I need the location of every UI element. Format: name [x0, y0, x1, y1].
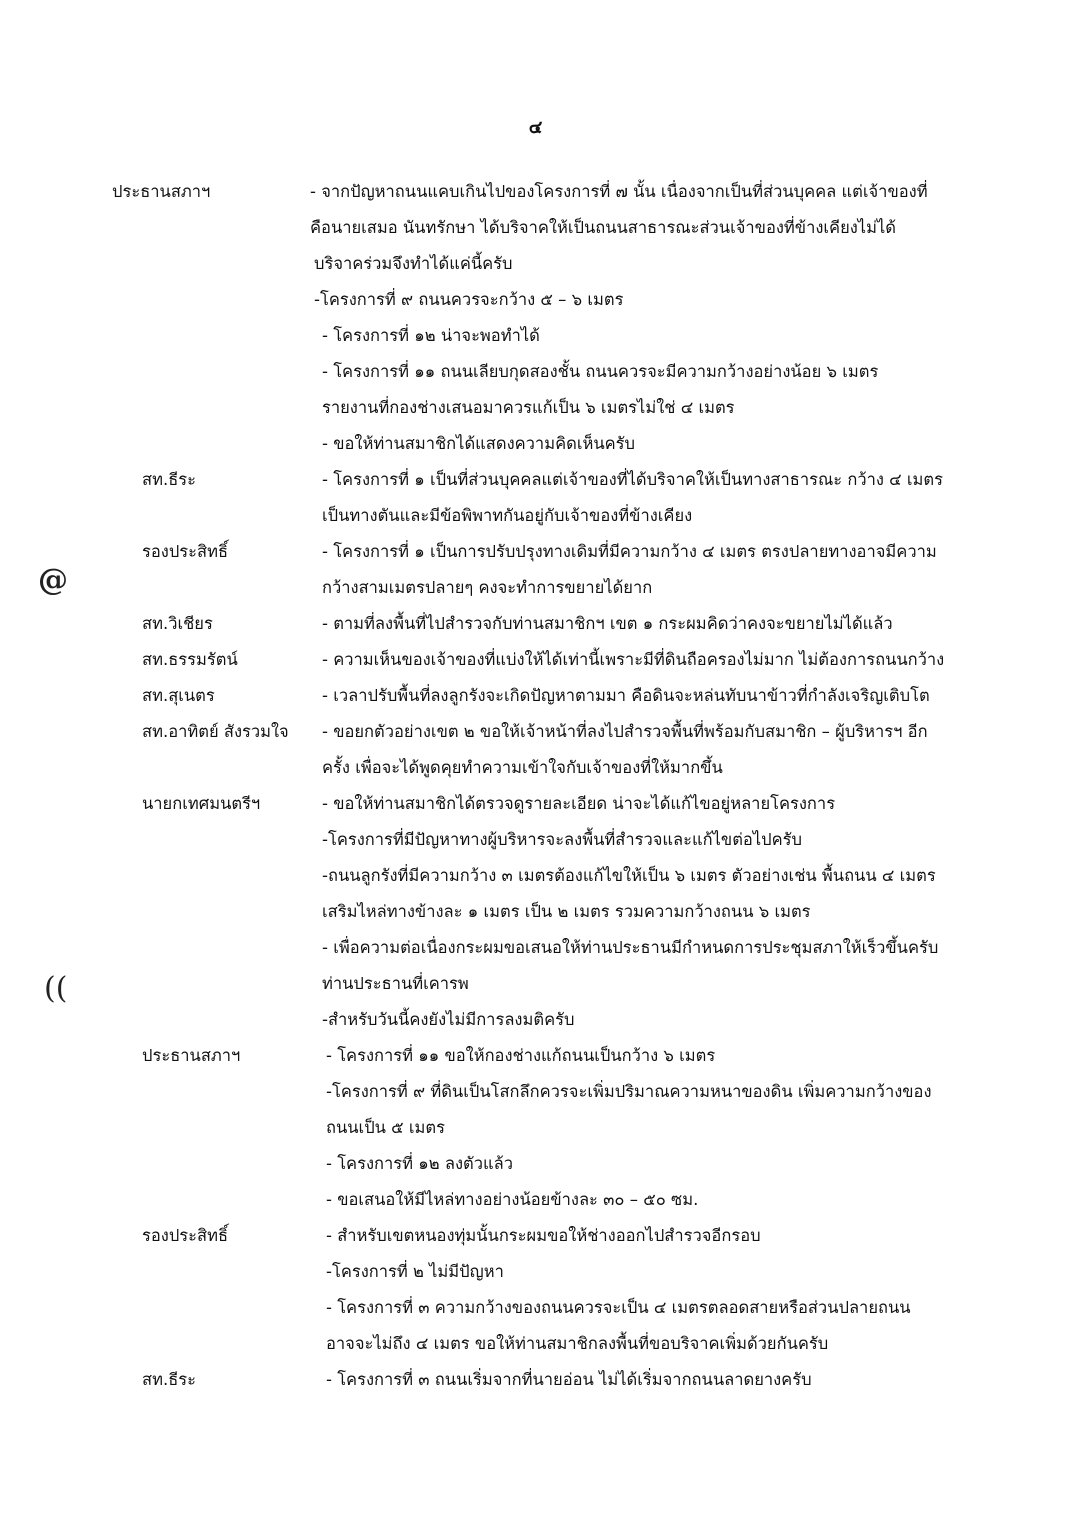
speech-line: -โครงการที่ ๒ ไม่มีปัญหา [326, 1262, 504, 1281]
speaker-name: ประธานสภาฯ [142, 1046, 241, 1065]
speaker-name: สท.ธีระ [142, 1370, 196, 1389]
minutes-entry [0, 1038, 1071, 1218]
meeting-minutes-body [0, 174, 1071, 1398]
speaker-name: นายกเทศมนตรีฯ [142, 794, 261, 813]
speaker-name: สท.สุเนตร [142, 686, 215, 705]
margin-handwritten-mark: @ [38, 563, 68, 598]
speech-line: - ขอให้ท่านสมาชิกได้แสดงความคิดเห็นครับ [322, 434, 636, 453]
speaker-name: สท.อาทิตย์ สังรวมใจ [142, 722, 289, 741]
page-number: ๔ [528, 117, 543, 138]
speech-line: -ถนนลูกรังที่มีความกว้าง ๓ เมตรต้องแก้ไขให้เป็น ๖ เมตร ตัวอย่างเช่น พื้นถนน ๔ เมตร [322, 866, 936, 885]
speaker-name: สท.วิเชียร [142, 614, 213, 633]
speaker-name: รองประสิทธิ์ [142, 1226, 229, 1245]
speaker-name: สท.ธีระ [142, 470, 196, 489]
minutes-entry [0, 606, 1071, 642]
speech-line: -โครงการที่ ๙ ถนนควรจะกว้าง ๕ – ๖ เมตร [314, 290, 624, 309]
speech-line: - โครงการที่ ๑ เป็นที่ส่วนบุคคลแต่เจ้าของที่ได้บริจาคให้เป็นทางสาธารณะ กว้าง ๔ เมตร [322, 470, 944, 489]
speaker-name: สท.ธรรมรัตน์ [142, 650, 238, 669]
speaker-name: ประธานสภาฯ [112, 182, 211, 201]
speech-line: - โครงการที่ ๑๒ ลงตัวแล้ว [326, 1154, 514, 1173]
speech-line: -โครงการที่ ๙ ที่ดินเป็นโสกลึกควรจะเพิ่มปริมาณความหนาของดิน เพิ่มความกว้างของ [326, 1082, 932, 1101]
speech-line: -สำหรับวันนี้คงยังไม่มีการลงมติครับ [322, 1010, 575, 1029]
speech-line: - ขอเสนอให้มีไหล่ทางอย่างน้อยข้างละ ๓๐ – ๕๐ ซม. [326, 1190, 699, 1209]
minutes-entry [0, 678, 1071, 714]
speech-line: -โครงการที่มีปัญหาทางผู้บริหารจะลงพื้นที่สำรวจและแก้ไขต่อไปครับ [322, 830, 802, 849]
speech-line: - เวลาปรับพื้นที่ลงลูกรังจะเกิดปัญหาตามมา คือดินจะหล่นทับนาข้าวที่กำลังเจริญเติบโต [322, 686, 930, 705]
speech-line: เสริมไหล่ทางข้างละ ๑ เมตร เป็น ๒ เมตร รวมความกว้างถนน ๖ เมตร [322, 902, 811, 921]
speech-line: อาจจะไม่ถึง ๔ เมตร ขอให้ท่านสมาชิกลงพื้นที่ขอบริจาคเพิ่มด้วยกันครับ [326, 1334, 829, 1353]
minutes-entry [0, 1362, 1071, 1398]
speech-line: - ความเห็นของเจ้าของที่แบ่งให้ได้เท่านี้เพราะมีที่ดินถือครองไม่มาก ไม่ต้องการถนนกว้าง [322, 650, 945, 669]
speech-line: - โครงการที่ ๑ เป็นการปรับปรุงทางเดิมที่มีความกว้าง ๔ เมตร ตรงปลายทางอาจมีความ [322, 542, 937, 561]
minutes-entry [0, 642, 1071, 678]
speech-line: - สำหรับเขตหนองทุ่มนั้นกระผมขอให้ช่างออกไปสำรวจอีกรอบ [326, 1226, 761, 1245]
speech-line: เป็นทางตันและมีข้อพิพาทกันอยู่กับเจ้าของที่ข้างเคียง [322, 506, 693, 525]
speech-line: - โครงการที่ ๑๒ น่าจะพอทำได้ [322, 326, 540, 345]
minutes-entry [0, 534, 1071, 606]
speech-line: ครั้ง เพื่อจะได้พูดคุยทำความเข้าใจกับเจ้าของที่ให้มากขึ้น [322, 758, 723, 777]
margin-handwritten-mark: (( [44, 971, 68, 1006]
speech-line: - ขอยกตัวอย่างเขต ๒ ขอให้เจ้าหน้าที่ลงไปสำรวจพื้นที่พร้อมกับสมาชิก – ผู้บริหารฯ อีก [322, 722, 928, 741]
speech-line: บริจาคร่วมจึงทำได้แค่นี้ครับ [314, 254, 513, 273]
speech-line: - จากปัญหาถนนแคบเกินไปของโครงการที่ ๗ นั้น เนื่องจากเป็นที่ส่วนบุคคล แต่เจ้าของที่ [310, 182, 928, 201]
speech-line: ถนนเป็น ๕ เมตร [326, 1118, 446, 1137]
speech-line: - เพื่อความต่อเนื่องกระผมขอเสนอให้ท่านประธานมีกำหนดการประชุมสภาให้เร็วขึ้นครับ [322, 938, 939, 957]
speech-line: กว้างสามเมตรปลายๆ คงจะทำการขยายได้ยาก [322, 578, 653, 597]
minutes-entry [0, 1218, 1071, 1362]
speech-line: - โครงการที่ ๓ ถนนเริ่มจากที่นายอ่อน ไม่ได้เริ่มจากถนนลาดยางครับ [326, 1370, 812, 1389]
speech-line: - ตามที่ลงพื้นที่ไปสำรวจกับท่านสมาชิกฯ เขต ๑ กระผมคิดว่าคงจะขยายไม่ได้แล้ว [322, 614, 893, 633]
minutes-entry [0, 462, 1071, 534]
speech-line: - โครงการที่ ๑๑ ถนนเลียบกุดสองชั้น ถนนควรจะมีความกว้างอย่างน้อย ๖ เมตร [322, 362, 879, 381]
minutes-entry [0, 174, 1071, 462]
speech-line: - โครงการที่ ๑๑ ขอให้กองช่างแก้ถนนเป็นกว้าง ๖ เมตร [326, 1046, 716, 1065]
minutes-entry [0, 714, 1071, 786]
speech-line: รายงานที่กองช่างเสนอมาควรแก้เป็น ๖ เมตรไม่ใช่ ๔ เมตร [322, 398, 735, 417]
speech-line: คือนายเสมอ นันทรักษา ได้บริจาคให้เป็นถนนสาธารณะส่วนเจ้าของที่ข้างเคียงไม่ได้ [310, 218, 896, 237]
speaker-name: รองประสิทธิ์ [142, 542, 229, 561]
minutes-entry [0, 786, 1071, 1038]
speech-line: - โครงการที่ ๓ ความกว้างของถนนควรจะเป็น ๔ เมตรตลอดสายหรือส่วนปลายถนน [326, 1298, 911, 1317]
speech-line: ท่านประธานที่เคารพ [322, 974, 469, 993]
speech-line: - ขอให้ท่านสมาชิกได้ตรวจดูรายละเอียด น่าจะได้แก้ไขอยู่หลายโครงการ [322, 794, 836, 813]
